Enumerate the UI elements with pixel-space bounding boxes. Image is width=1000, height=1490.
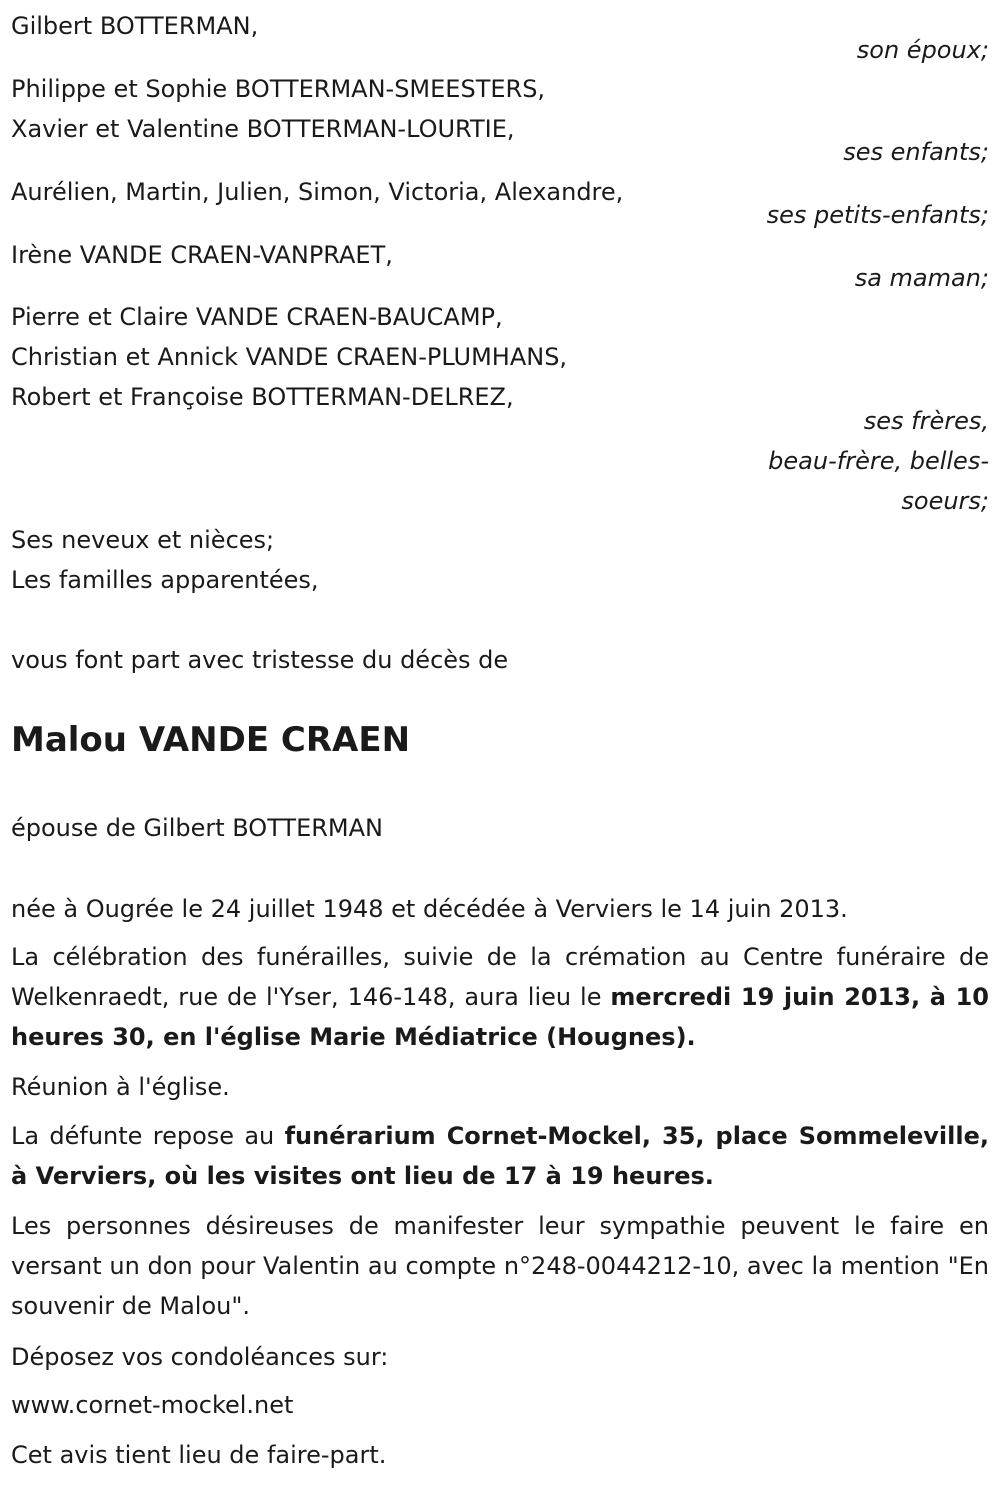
ceremony-paragraph: [11, 937, 989, 1057]
relation-siblings-3: soeurs;: [901, 487, 989, 515]
birth-death-line: née à Ougrée le 24 juillet 1948 et décédée à Verviers le 14 juin 2013.: [11, 895, 848, 923]
family-line-siblings-1: Pierre et Claire VANDE CRAEN-BAUCAMP,: [11, 303, 503, 331]
family-line-spouse: Gilbert BOTTERMAN,: [11, 12, 259, 40]
family-line-siblings-2: Christian et Annick VANDE CRAEN-PLUMHANS,: [11, 343, 568, 371]
donation-paragraph: Les personnes désireuses de manifester leur sympathie peuvent le faire en versant un don pour Valentin au compte n°248-0044212-10, avec la mention "En souvenir de Malou".: [11, 1212, 989, 1320]
family-line-grandchildren: Aurélien, Martin, Julien, Simon, Victoria, Alexandre,: [11, 178, 624, 206]
website-link[interactable]: www.cornet-mockel.net: [11, 1391, 294, 1419]
family-line-nephews: Ses neveux et nièces;: [11, 526, 275, 554]
family-line-children-1: Philippe et Sophie BOTTERMAN-SMEESTERS,: [11, 75, 546, 103]
family-line-children-2: Xavier et Valentine BOTTERMAN-LOURTIE,: [11, 115, 515, 143]
ceremony-text: La célébration des funérailles, suivie de la crémation au Centre funéraire de Welkenraedt, rue de l'Yser, 146-148, aura lieu le: [11, 943, 989, 1011]
deceased-name: Malou VANDE CRAEN: [11, 720, 411, 760]
spouse-line: épouse de Gilbert BOTTERMAN: [11, 814, 384, 842]
closing-line: Cet avis tient lieu de faire-part.: [11, 1441, 387, 1469]
rest-bold: funérarium Cornet-Mockel, 35, place Sommeleville, à Verviers, où les visites ont lieu de 17 à 19 heures.: [11, 1122, 989, 1190]
meeting-line: Réunion à l'église.: [11, 1073, 230, 1101]
relation-spouse: son époux;: [856, 36, 989, 64]
condolences-line: Déposez vos condoléances sur:: [11, 1343, 389, 1371]
rest-text: La défunte repose au: [11, 1122, 285, 1150]
relation-mother: sa maman;: [854, 264, 989, 292]
rest-paragraph: [11, 1116, 989, 1196]
family-line-relatives: Les familles apparentées,: [11, 566, 319, 594]
family-line-mother: Irène VANDE CRAEN-VANPRAET,: [11, 241, 393, 269]
relation-grandchildren: ses petits-enfants;: [766, 201, 989, 229]
ceremony-bold: mercredi 19 juin 2013, à 10 heures 30, en l'église Marie Médiatrice (Hougnes).: [11, 983, 989, 1051]
relation-siblings-1: ses frères,: [863, 407, 989, 435]
relation-siblings-2: beau-frère, belles-: [768, 447, 989, 475]
family-line-siblings-3: Robert et Françoise BOTTERMAN-DELREZ,: [11, 383, 514, 411]
announcement-text: vous font part avec tristesse du décès de: [11, 646, 509, 674]
relation-children: ses enfants;: [843, 138, 989, 166]
